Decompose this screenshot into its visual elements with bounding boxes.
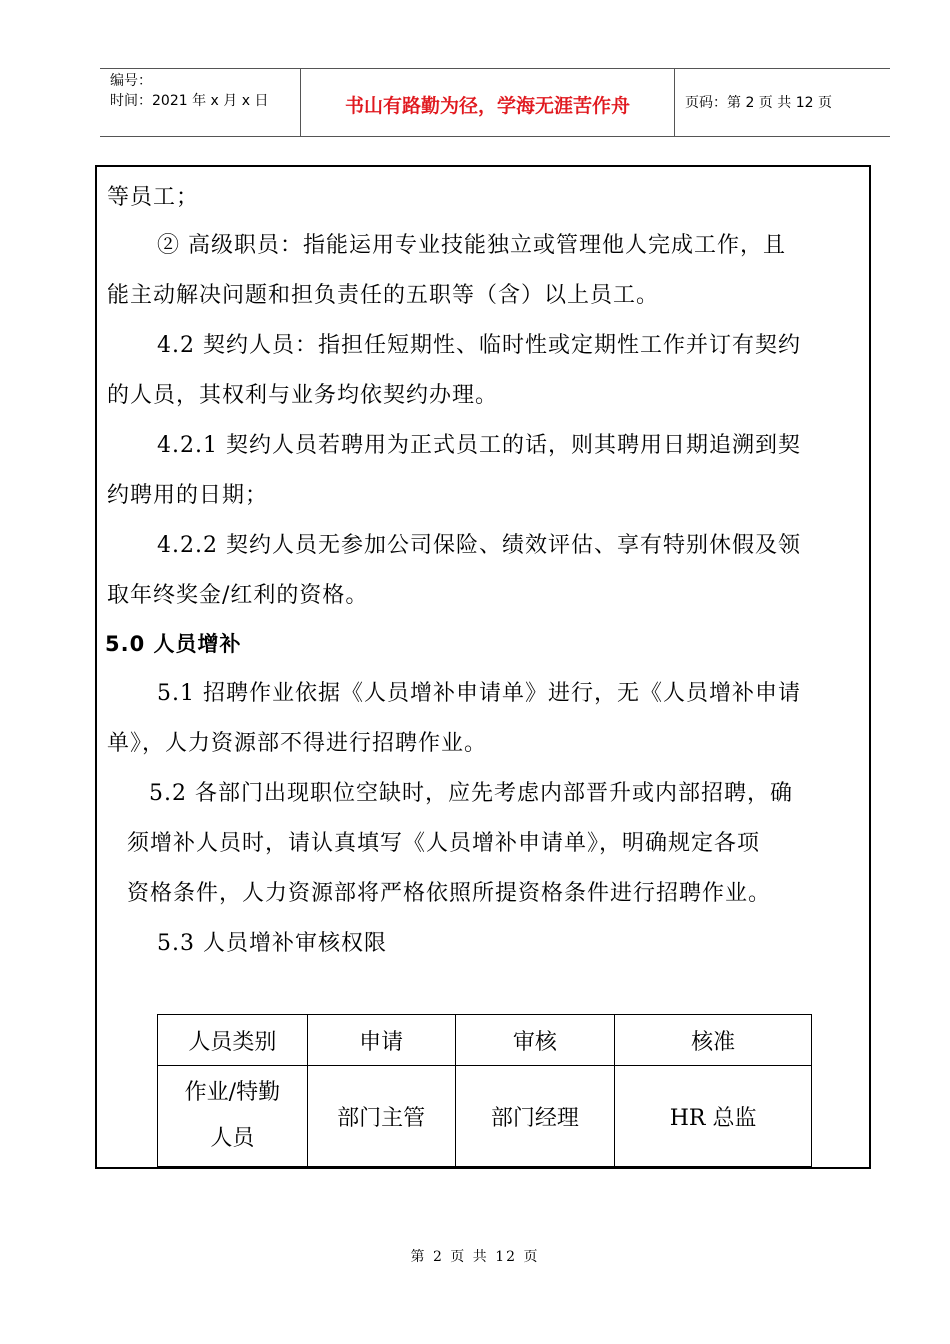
table-header-cell: 申请 xyxy=(307,1015,455,1066)
paragraph: 5.3 人员增补审核权限 xyxy=(157,931,387,956)
paragraph: 单》，人力资源部不得进行招聘作业。 xyxy=(107,731,488,756)
time-label: 时间：2021 年 x 月 x 日 xyxy=(110,93,269,109)
category-line: 人员 xyxy=(210,1126,255,1151)
paragraph: ② 高级职员：指能运用专业技能独立或管理他人完成工作，且 xyxy=(157,233,786,258)
paragraph: 的人员，其权利与业务均依契约办理。 xyxy=(107,383,499,408)
review-cell: 部门经理 xyxy=(455,1066,615,1167)
paragraph: 等员工； xyxy=(107,185,200,210)
category-line: 作业/特勤 xyxy=(184,1080,281,1105)
paragraph: 4.2.1 契约人员若聘用为正式员工的话，则其聘用日期追溯到契 xyxy=(157,433,801,458)
table-row xyxy=(158,1066,812,1167)
header-motto-cell xyxy=(301,69,675,136)
motto: 书山有路勤为径，学海无涯苦作舟 xyxy=(344,95,630,117)
table-header-row xyxy=(158,1015,812,1066)
section-heading: 5.0 人员增补 xyxy=(105,632,242,656)
table-header-cell: 人员类别 xyxy=(158,1015,308,1066)
header-meta-cell xyxy=(100,69,301,136)
paragraph: 约聘用的日期； xyxy=(107,483,269,508)
page-info: 页码：第 2 页 共 12 页 xyxy=(685,95,832,111)
page-header xyxy=(100,68,890,137)
paragraph: 5.1 招聘作业依据《人员增补申请单》进行，无《人员增补申请 xyxy=(157,681,801,706)
apply-cell: 部门主管 xyxy=(307,1066,455,1167)
paragraph: 取年终奖金/红利的资格。 xyxy=(107,583,369,608)
paragraph: 5.2 各部门出现职位空缺时，应先考虑内部晋升或内部招聘，确 xyxy=(149,781,793,806)
header-page-cell xyxy=(675,69,890,136)
paragraph: 资格条件，人力资源部将严格依照所提资格条件进行招聘作业。 xyxy=(127,881,772,906)
table-header-cell: 审核 xyxy=(455,1015,615,1066)
approve-cell: HR 总监 xyxy=(615,1066,812,1167)
page-footer: 第 2 页 共 12 页 xyxy=(410,1249,540,1265)
paragraph: 能主动解决问题和担负责任的五职等（含）以上员工。 xyxy=(107,283,660,308)
table-header-cell: 核准 xyxy=(615,1015,812,1066)
content-box xyxy=(95,165,871,1169)
paragraph: 须增补人员时，请认真填写《人员增补申请单》，明确规定各项 xyxy=(127,831,761,856)
approval-table xyxy=(157,1014,812,1167)
number-label: 编号： xyxy=(110,73,152,89)
paragraph: 4.2 契约人员：指担任短期性、临时性或定期性工作并订有契约 xyxy=(157,333,801,358)
paragraph: 4.2.2 契约人员无参加公司保险、绩效评估、享有特别休假及领 xyxy=(157,533,801,558)
category-cell xyxy=(158,1066,308,1167)
